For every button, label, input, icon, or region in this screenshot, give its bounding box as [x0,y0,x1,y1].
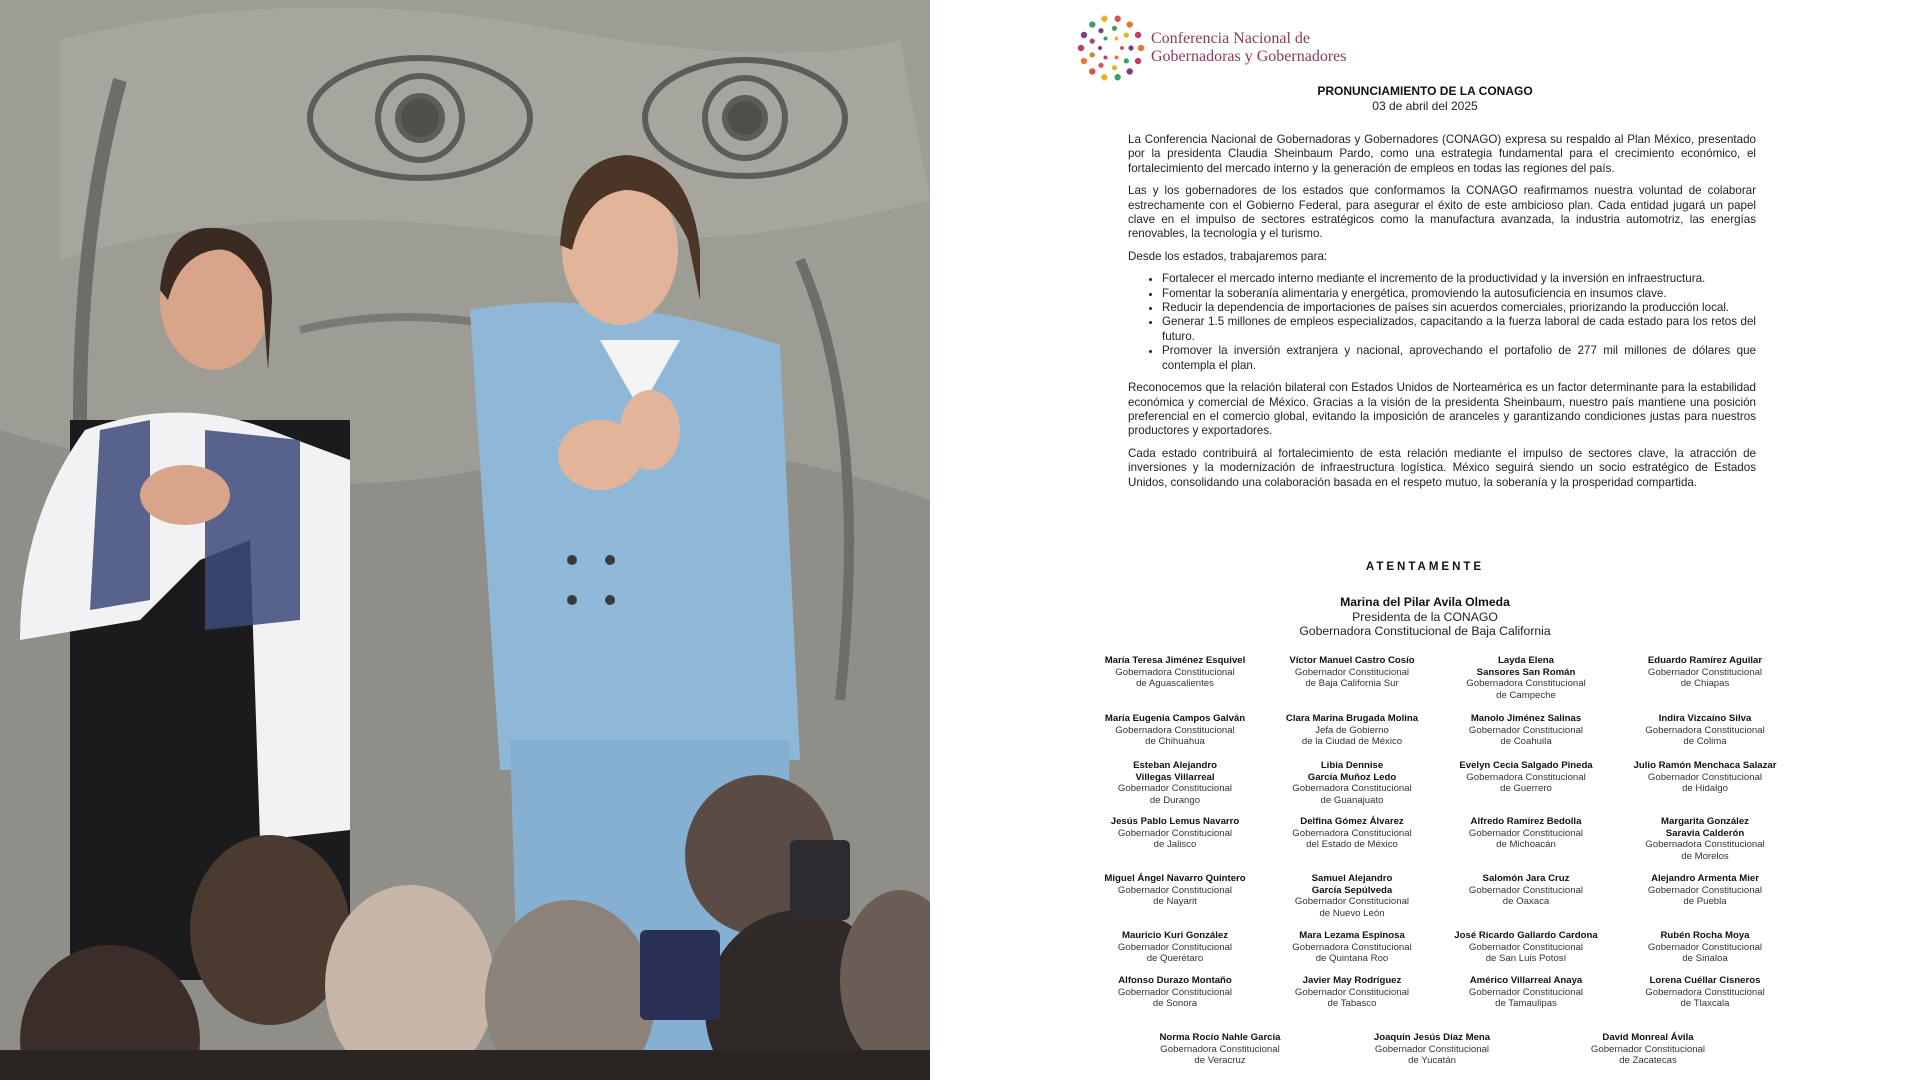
paragraph: Reconocemos que la relación bilateral con Estados Unidos de Norteamérica es un factor determinante para la estabilidad económica y comercial de México. Gracias a la visión de la presidenta Sheinbaum, nuestro país mantiene una posición preferencial en el comercio global, evitando la imposición de aranceles y garantizando condiciones justas para nuestros productores y exportadores. [1128,381,1756,438]
bullet-item: • Generar 1.5 millones de empleos especializados, capacitando a la fuerza laboral de cada estado para los retos del futuro. [1162,315,1756,344]
president-role: Presidenta de la CONAGO [1352,609,1498,624]
signatory [1615,816,1795,862]
signatory [1436,930,1616,965]
signatory-name: Rubén Rocha Moya [1660,930,1750,941]
signatory-title: de Michoacán [1496,839,1556,851]
signatory [1615,873,1795,908]
signatory-name: Alfredo Ramírez Bedolla [1470,816,1582,827]
signatory-name: Samuel Alejandro [1311,873,1393,884]
bullet-list [1128,272,1756,373]
signatory [1085,873,1265,908]
signatory-title: de Nuevo León [1319,907,1385,919]
document-date: 03 de abril del 2025 [1372,99,1478,113]
signatory-name: Julio Ramón Menchaca Salazar [1633,760,1777,771]
conago-dots-logo-icon [1075,12,1147,84]
president-role-2: Gobernadora Constitucional de Baja California [1299,624,1551,638]
signatory-name: David Monreal Ávila [1602,1032,1694,1043]
signatory-title: Gobernadora Constitucional [1645,986,1765,998]
signatory-title: Gobernadora Constitucional [1466,771,1586,783]
signatory-title: de Campeche [1496,689,1556,701]
signatory-name: Salomón Jara Cruz [1482,873,1570,884]
signatory-title: de Puebla [1683,896,1727,908]
bullet-item: • Promover la inversión extranjera y nacional, aprovechando el portafolio de 277 mil millones de dólares que contempla el plan. [1162,344,1756,373]
signatory-name: Clara Marina Brugada Molina [1285,713,1419,724]
signatory-title: de Coahuila [1500,736,1552,748]
signatory-title: de Guerrero [1500,783,1552,795]
signatory-title: de Jalisco [1153,839,1197,851]
signatory-name: Delfina Gómez Álvarez [1300,816,1404,827]
signatory-name: Víctor Manuel Castro Cosío [1289,655,1415,666]
logo-line-1: Conferencia Nacional de [1151,30,1311,47]
signatory-title: de Hidalgo [1682,783,1728,795]
signatory-title: de San Luis Potosí [1485,953,1567,965]
signatory-name: Alfonso Durazo Montaño [1118,975,1232,986]
signatory-name: Manolo Jiménez Salinas [1470,713,1582,724]
signatory-name: Villegas Villarreal [1135,771,1215,783]
signatory [1615,760,1795,795]
signatory-title: de Veracruz [1194,1055,1246,1067]
signatory-name: Mauricio Kuri González [1121,930,1229,941]
document-body [1128,133,1756,498]
signatory-title: Gobernadora Constitucional [1115,724,1235,736]
signatory-title: Gobernadora Constitucional [1645,839,1765,851]
signatory-title: de la Ciudad de México [1301,736,1403,748]
signatory [1262,713,1442,748]
signatory-name: José Ricardo Gallardo Cardona [1454,930,1598,941]
paragraph: La Conferencia Nacional de Gobernadoras y Gobernadores (CONAGO) expresa su respaldo al Plan México, presentado por la presidenta Claudia Sheinbaum Pardo, como una estrategia fundamental para el crecimiento económico, el fortalecimiento del mercado interno y la generación de empleos en todas las regiones del país. [1128,133,1756,175]
signatory [1615,975,1795,1010]
signatory [1558,1032,1738,1067]
signatory-title: Gobernador Constitucional [1647,884,1763,896]
signatory-title: Gobernador Constitucional [1294,896,1410,908]
signatory-name: Margarita González [1661,816,1749,827]
conago-logo [1075,12,1346,84]
signatory-title: Gobernadora Constitucional [1292,783,1412,795]
signatory-name: Javier May Rodríguez [1302,975,1402,986]
signatory-title: Gobernador Constitucional [1647,771,1763,783]
signatory-title: Gobernadora Constitucional [1645,724,1765,736]
signatory-name: Mara Lezama Espinosa [1299,930,1405,941]
signatory-name: Joaquín Jesús Díaz Mena [1373,1032,1491,1043]
signatory-name: Indira Vizcaíno Silva [1658,713,1752,724]
signatory-name: Jesús Pablo Lemus Navarro [1110,816,1240,827]
signatory-title: de Yucatán [1408,1055,1456,1067]
signatory-title: del Estado de México [1306,839,1398,851]
signatory [1085,930,1265,965]
signatory-title: Gobernadora Constitucional [1160,1043,1280,1055]
closing-atentamente: ATENTAMENTE [1365,561,1485,573]
signatory [1436,713,1616,748]
paragraph: Cada estado contribuirá al fortalecimiento de esta relación mediante el impulso de sectores clave, la atracción de inversiones y la modernización de infraestructura logística. México seguirá siendo un socio estratégico de Estados Unidos, consolidando una colaboración basada en el respeto mutuo, la soberanía y la prosperidad compartida. [1128,446,1756,489]
signatory [1085,713,1265,748]
signatory-title: Gobernador Constitucional [1590,1043,1706,1055]
signatory-title: Gobernador Constitucional [1294,666,1410,678]
signatory [1262,975,1442,1010]
signatory-title: Gobernador Constitucional [1117,783,1233,795]
signatory-title: de Aguascalientes [1136,678,1214,690]
signatory-title: de Baja California Sur [1305,678,1399,690]
signatory-title: de Tlaxcala [1680,998,1730,1010]
signatory-name: Evelyn Cecia Salgado Pineda [1459,760,1593,771]
bullet-item: • Fortalecer el mercado interno mediante el incremento de la productividad y la inversión en infraestructura. [1162,272,1756,286]
logo-line-2: Gobernadoras y Gobernadores [1151,48,1347,65]
signatory-title: Gobernador Constitucional [1294,986,1410,998]
signatory-title: de Tabasco [1327,998,1377,1010]
signatory-title: Gobernador Constitucional [1468,884,1584,896]
conago-document [930,0,1920,1080]
signatory-title: de Zacatecas [1619,1055,1677,1067]
signatory-title: de Oaxaca [1502,896,1550,908]
signatory-name: Miguel Ángel Navarro Quintero [1104,873,1246,884]
signatory-title: Gobernador Constitucional [1468,941,1584,953]
signatory-name: Saravia Calderón [1665,827,1745,839]
signatory [1130,1032,1310,1067]
paragraph: Desde los estados, trabajaremos para: [1128,249,1328,263]
signatory-title: de Chiapas [1680,678,1730,690]
signatory [1615,713,1795,748]
signatory-name: Lorena Cuéllar Cisneros [1649,975,1761,986]
signatory-title: Gobernador Constitucional [1117,941,1233,953]
signatory-title: Gobernador Constitucional [1117,884,1233,896]
signatory-title: de Sonora [1152,998,1198,1010]
signatory [1615,930,1795,965]
event-photo [0,0,930,1080]
signatory [1262,760,1442,806]
signatory [1085,655,1265,690]
signatory-title: Gobernador Constitucional [1468,724,1584,736]
signatory-name: Sansores San Román [1476,666,1576,678]
signatory-title: de Tamaulipas [1495,998,1557,1010]
signatory-title: de Morelos [1681,850,1729,862]
signatory-name: María Teresa Jiménez Esquivel [1104,655,1246,666]
signatory-title: de Nayarit [1153,896,1197,908]
signatory-name: Américo Villarreal Anaya [1469,975,1583,986]
bullet-item: • Fomentar la soberanía alimentaria y energética, promoviendo la autosuficiencia en insumos clave. [1162,287,1756,301]
signatory-name: García Sepúlveda [1311,884,1393,896]
signatory-title: de Colima [1683,736,1727,748]
signatory-name: García Muñoz Ledo [1307,771,1397,783]
paragraph: Las y los gobernadores de los estados que conformamos la CONAGO reafirmamos nuestra voluntad de colaborar estrechamente con el Gobierno Federal, para asegurar el éxito de este ambicioso plan. Cada entidad jugará un papel clave en el impulso de sectores estratégicos como la manufactura avanzada, la industria automotriz, las energías renovables, la tecnología y el turismo. [1128,184,1756,241]
signatory-title: Gobernadora Constitucional [1292,941,1412,953]
signatory [1085,816,1265,851]
signatory [1436,975,1616,1010]
signatory [1085,760,1265,806]
signatory-title: de Chihuahua [1145,736,1205,748]
signatory-name: Eduardo Ramírez Aguilar [1647,655,1763,666]
signatory [1436,655,1616,701]
signatory-name: Layda Elena [1498,655,1554,666]
signatory-title: Gobernador Constitucional [1468,986,1584,998]
president-name: Marina del Pilar Avila Olmeda [1340,595,1510,609]
signatory [1085,975,1265,1010]
signatory [1262,873,1442,919]
signatory [1262,930,1442,965]
president-signature [930,595,1920,639]
bullet-item: • Reducir la dependencia de importaciones de países sin acuerdos comerciales, priorizando la producción local. [1162,301,1756,315]
signatory-title: Gobernadora Constitucional [1292,827,1412,839]
signatory [1262,655,1442,690]
signatory-title: de Durango [1149,794,1201,806]
signatory [1615,655,1795,690]
signatory [1436,873,1616,908]
signatory-name: Alejandro Armenta Mier [1651,873,1759,884]
document-title: PRONUNCIAMIENTO DE LA CONAGO [1317,84,1533,98]
signatory-name: María Eugenia Campos Galván [1104,713,1246,724]
signatory-title: de Quintana Roo [1315,953,1389,965]
signatory-title: Gobernador Constitucional [1117,986,1233,998]
photo-illustration [0,0,930,1080]
signatory-title: de Sinaloa [1682,953,1728,965]
signatory [1436,760,1616,795]
signatory-title: Gobernadora Constitucional [1466,678,1586,690]
signatory-title: de Querétaro [1146,953,1204,965]
signatory-title: Gobernador Constitucional [1374,1043,1490,1055]
signatory [1342,1032,1522,1067]
signatory-title: Jefa de Gobierno [1315,724,1389,736]
signatory-name: Libia Dennise [1320,760,1384,771]
signatory-title: Gobernador Constitucional [1647,666,1763,678]
signatory [1262,816,1442,851]
signatory-name: Esteban Alejandro [1133,760,1217,771]
signatory-title: Gobernadora Constitucional [1115,666,1235,678]
signatory-title: Gobernador Constitucional [1117,827,1233,839]
signatory-name: Norma Rocío Nahle García [1159,1032,1281,1043]
logo-text [1151,30,1346,66]
signatory-title: Gobernador Constitucional [1647,941,1763,953]
signatory-title: Gobernador Constitucional [1468,827,1584,839]
signatory [1436,816,1616,851]
signatory-title: de Guanajuato [1320,794,1384,806]
